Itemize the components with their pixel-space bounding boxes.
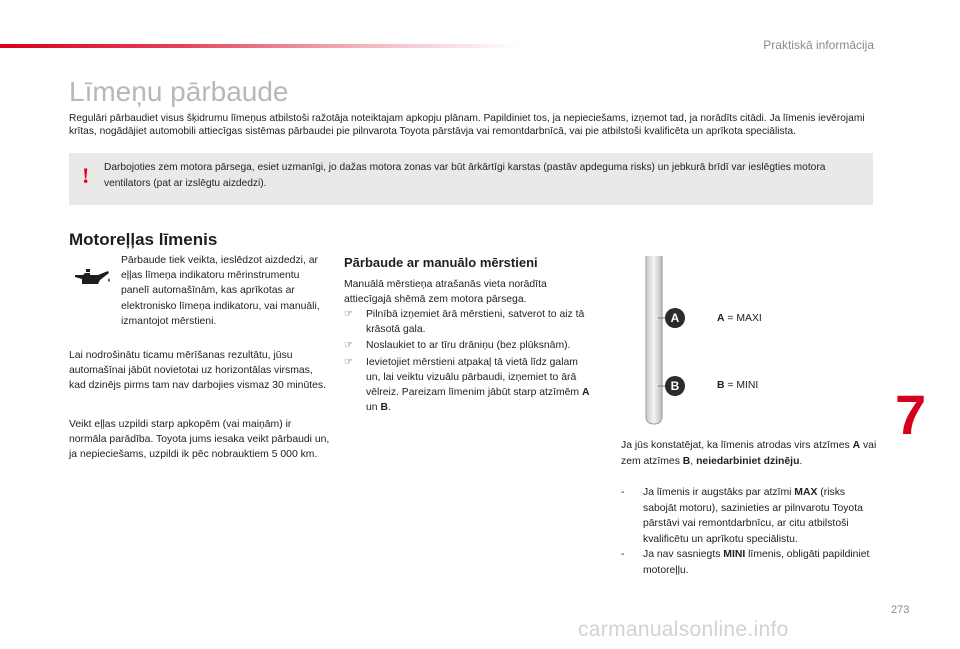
status-text: , xyxy=(690,455,697,467)
bullet-icon: ☞ xyxy=(344,356,353,368)
chapter-number: 7 xyxy=(895,383,927,446)
dipstick-step xyxy=(344,307,594,337)
step-text: Ievietojiet mērstieni atpakaļ tā vietā līdz galam un, lai veiktu vizuālu pārbaudi, izņemiet to ārā vēlreiz. Pareizam līmenim jābūt starp atzīmēm xyxy=(366,356,582,399)
status-item xyxy=(621,485,881,547)
exclamation-icon: ! xyxy=(82,163,90,188)
level-b-letter: B xyxy=(717,380,725,391)
mark-b-ref: B xyxy=(380,402,388,414)
status-item xyxy=(621,547,881,578)
mark-a-ref: A xyxy=(581,387,590,399)
status-list xyxy=(621,485,881,578)
marker-b: B xyxy=(665,376,685,396)
mark-a-ref: A xyxy=(852,440,861,451)
page-title: Līmeņu pārbaude xyxy=(69,76,289,107)
mark-b-ref: B xyxy=(682,455,691,467)
step-text: Pilnībā izņemiet ārā mērstieni, satverot to aiz tā krāsotā gala. xyxy=(366,309,585,336)
status-item-text: līmenis, obligāti papildiniet motoreļļu. xyxy=(643,549,870,576)
level-a-label xyxy=(717,313,762,324)
dash-marker: - xyxy=(621,487,625,498)
oil-can-icon xyxy=(72,266,112,292)
page-number: 273 xyxy=(891,604,910,616)
dipstick-step xyxy=(344,355,594,416)
watermark: carmanualsonline.info xyxy=(578,618,789,641)
header-accent-bar xyxy=(0,44,520,48)
oil-level-heading: Motoreļļas līmenis xyxy=(69,230,218,249)
level-b-text: = MINI xyxy=(724,380,759,391)
status-item-text: Ja līmenis ir augstāks par atzīmi xyxy=(643,487,795,498)
dash-marker: - xyxy=(621,549,625,560)
dipstick-intro: Manuālā mērstieņa atrašanās vieta norādīta attiecīgajā shēmā zem motora pārsega. xyxy=(344,279,547,306)
level-a-letter: A xyxy=(717,313,725,324)
status-text: . xyxy=(799,455,803,467)
level-b-label xyxy=(717,380,758,391)
status-paragraph xyxy=(621,438,881,469)
status-emphasis: neiedarbiniet dzinēju xyxy=(696,455,800,467)
dipstick-heading: Pārbaude ar manuālo mērstieni xyxy=(344,255,538,270)
oil-paragraph-topup: Veikt eļļas uzpildi starp apkopēm (vai maiņām) ir normāla parādība. Toyota jums iesaka veikt pārbaudi un, ja nepieciešams, uzpildi ik pēc nobrauktiem 5 000 km. xyxy=(69,419,330,461)
status-text: Ja jūs konstatējat, ka līmenis atrodas virs atzīmes xyxy=(621,440,853,451)
warning-text: Darbojoties zem motora pārsega, esiet uzmanīgi, jo dažas motora zonas var būt ārkārtīgi karstas (pastāv apdeguma risks) un jebkurā brīdī var ieslēgties motora ventilators (pat ar izslēgtu aizdedzi). xyxy=(104,162,826,189)
status-item-bold: MAX xyxy=(794,487,818,498)
oil-paragraph-horizontal: Lai nodrošinātu ticamu mērīšanas rezultātu, jūsu automašīnai jābūt novietotai uz horizontālas virsmas, kad dzinējs pirms tam nav darbojies vismaz 30 minūtes. xyxy=(69,350,326,392)
status-item-text: Ja nav sasniegts xyxy=(643,549,724,560)
step-text: un xyxy=(366,402,381,414)
bullet-icon: ☞ xyxy=(344,340,353,352)
intro-paragraph: Regulāri pārbaudiet visus šķidrumu līmeņus atbilstoši ražotāja noteiktajam apkopju plānam. Papildiniet tos, ja nepieciešams, izņemot tad, ja norādīts citādi. Ja līmenis ievērojami krītas, nogādājiet automobili attiecīgas sistēmas pārbaudei pie pilnvarota Toyota pārstāvja vai remontdarbnīcā, vai pie atbilstoši kvalificēta un aprīkota speciālista. xyxy=(69,113,865,137)
bullet-icon: ☞ xyxy=(344,309,353,320)
status-item-text: (risks sabojāt motoru), sazinieties ar pilnvarotu Toyota pārstāvi vai remontdarbnīcu, ar citu atbilstoši kvalificētu un aprīkotu speciālistu. xyxy=(643,487,863,545)
step-text: . xyxy=(387,402,391,414)
warning-box xyxy=(69,153,873,205)
section-label: Praktiskā informācija xyxy=(763,38,874,52)
status-text: vai zem atzīmes xyxy=(621,440,877,467)
marker-a: A xyxy=(665,308,685,328)
oil-intro-text: Pārbaude tiek veikta, ieslēdzot aizdedzi, ar eļļas līmeņa indikatoru mērinstrumentu panelī automašīnām, kas aprīkotas ar elektronisko līmeņa indikatoru, vai manuāli, izmantojot mērstieni. xyxy=(121,255,320,327)
step-text: Noslaukiet to ar tīru drāniņu (bez plūksnām). xyxy=(366,340,571,352)
dipstick-step xyxy=(344,338,594,353)
level-a-text: = MAXI xyxy=(724,313,762,324)
dipstick-steps xyxy=(344,307,594,416)
status-item-bold: MINI xyxy=(723,549,746,560)
dipstick-illustration xyxy=(640,256,670,426)
